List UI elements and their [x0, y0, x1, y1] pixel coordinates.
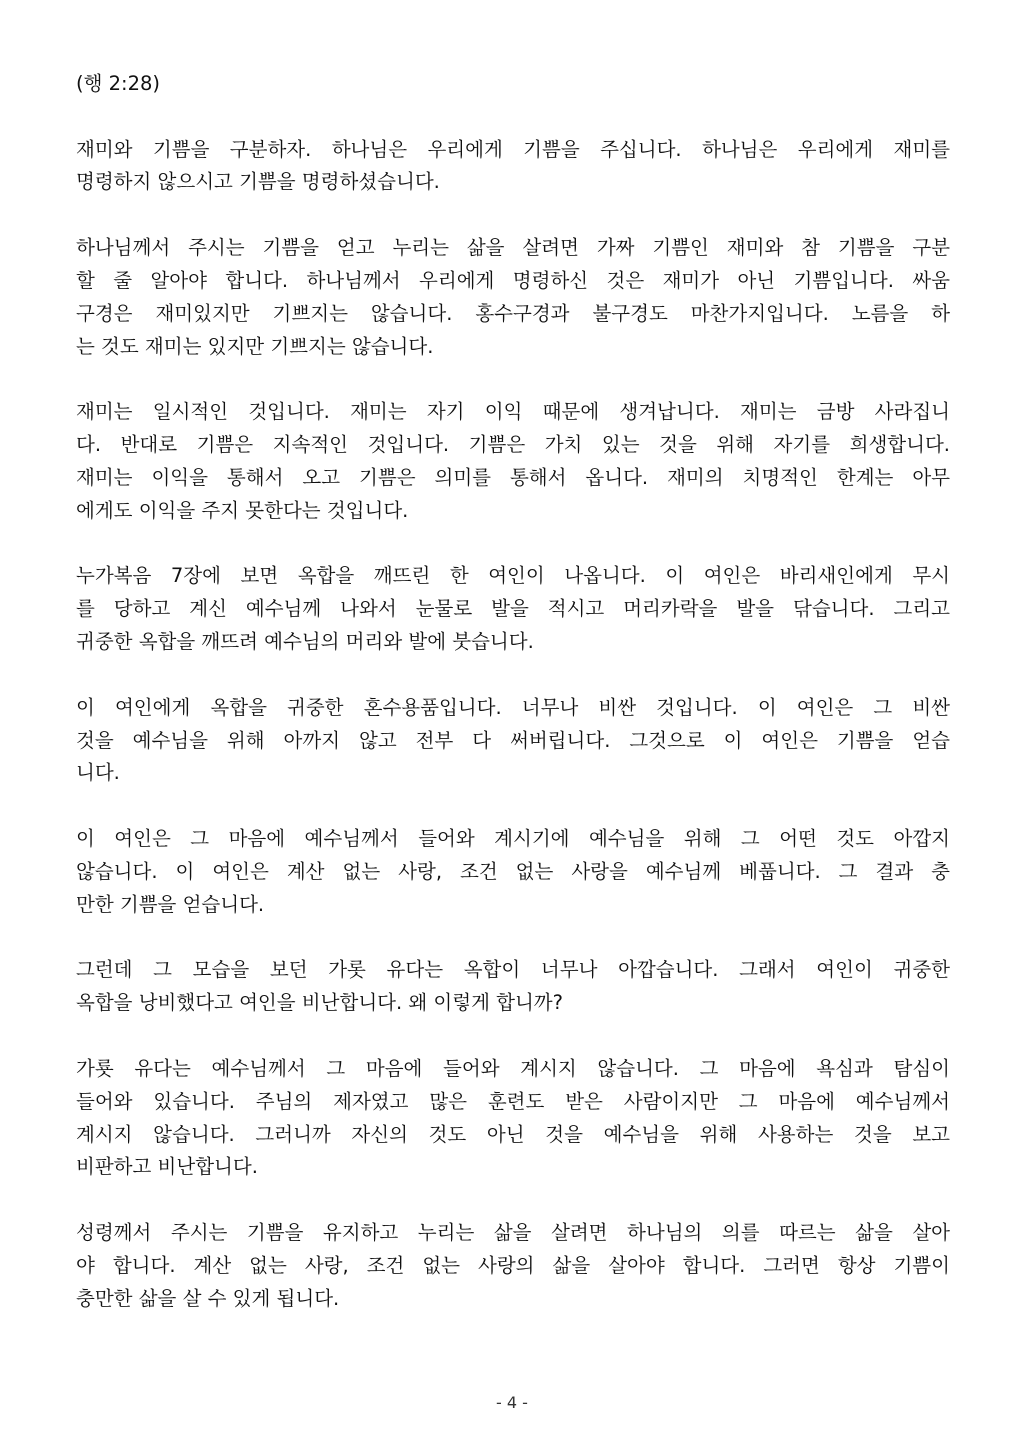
text-line: 않습니다. 이 여인은 계산 없는 사랑, 조건 없는 사랑을 예수님께 베풉니다. 그 결과 충: [76, 859, 950, 883]
text-line: 것을 예수님을 위해 아까지 않고 전부 다 써버립니다. 그것으로 이 여인은 기쁨을 얻습: [76, 728, 950, 752]
text-line: 누가복음 7장에 보면 옥합을 깨뜨린 한 여인이 나옵니다. 이 여인은 바리새인에게 무시: [76, 564, 950, 588]
text-line: 성령께서 주시는 기쁨을 유지하고 누리는 삶을 살려면 하나님의 의를 따르는 삶을 살아: [76, 1220, 950, 1244]
text-line: 이 여인은 그 마음에 예수님께서 들어와 계시기에 예수님을 위해 그 어떤 것도 아깝지: [76, 827, 950, 851]
text-line: 가룟 유다는 예수님께서 그 마음에 들어와 계시지 않습니다. 그 마음에 욕심과 탐심이: [76, 1056, 950, 1080]
text-line: 그런데 그 모습을 보던 가롯 유다는 옥합이 너무나 아깝습니다. 그래서 여인이 귀중한: [76, 958, 950, 982]
scripture-reference-heading: (행 2:28): [76, 72, 161, 95]
paragraph-7: [76, 954, 950, 1020]
text-line: 계시지 않습니다. 그러니까 자신의 것도 아닌 것을 예수님을 위해 사용하는 것을 보고: [76, 1122, 950, 1146]
text-line: 비판하고 비난합니다.: [76, 1155, 258, 1179]
paragraph-8: [76, 1053, 950, 1184]
paragraph-2: [76, 232, 950, 363]
text-line: 귀중한 옥합을 깨뜨려 예수님의 머리와 발에 붓습니다.: [76, 630, 534, 654]
page-number: - 4 -: [496, 1393, 528, 1412]
text-line: 명령하지 않으시고 기쁨을 명령하셨습니다.: [76, 170, 440, 194]
text-line: 를 당하고 계신 예수님께 나와서 눈물로 발을 적시고 머리카락을 발을 닦습니다. 그리고: [76, 597, 950, 621]
text-line: 이 여인에게 옥합을 귀중한 혼수용품입니다. 너무나 비싼 것입니다. 이 여인은 그 비싼: [76, 695, 950, 719]
text-line: 옥합을 낭비했다고 여인을 비난합니다. 왜 이렇게 합니까?: [76, 991, 563, 1015]
paragraph-1: [76, 134, 950, 200]
text-line: 는 것도 재미는 있지만 기쁘지는 않습니다.: [76, 334, 434, 358]
text-line: 에게도 이익을 주지 못한다는 것입니다.: [76, 498, 409, 522]
text-line: 구경은 재미있지만 기쁘지는 않습니다. 홍수구경과 불구경도 마찬가지입니다. 노름을 하: [76, 301, 950, 325]
text-line: 니다.: [76, 761, 120, 785]
text-line: 충만한 삶을 살 수 있게 됩니다.: [76, 1286, 340, 1310]
text-line: 만한 기쁨을 얻습니다.: [76, 892, 265, 916]
text-line: 할 줄 알아야 합니다. 하나님께서 우리에게 명령하신 것은 재미가 아닌 기쁨입니다. 싸움: [76, 268, 950, 292]
text-line: 재미는 일시적인 것입니다. 재미는 자기 이익 때문에 생겨납니다. 재미는 금방 사라집니: [76, 400, 950, 424]
text-line: 들어와 있습니다. 주님의 제자였고 많은 훈련도 받은 사람이지만 그 마음에 예수님께서: [76, 1089, 950, 1113]
text-line: 다. 반대로 기쁨은 지속적인 것입니다. 기쁨은 가치 있는 것을 위해 자기를 희생합니다.: [76, 433, 950, 457]
paragraph-9: [76, 1217, 950, 1315]
paragraph-4: [76, 560, 950, 658]
paragraph-6: [76, 823, 950, 921]
text-line: 재미와 기쁨을 구분하자. 하나님은 우리에게 기쁨을 주십니다. 하나님은 우리에게 재미를: [76, 137, 950, 161]
text-line: 재미는 이익을 통해서 오고 기쁨은 의미를 통해서 옵니다. 재미의 치명적인 한계는 아무: [76, 465, 950, 489]
paragraph-5: [76, 692, 950, 790]
paragraph-3: [76, 396, 950, 527]
text-line: 하나님께서 주시는 기쁨을 얻고 누리는 삶을 살려면 가짜 기쁨인 재미와 참 기쁨을 구분: [76, 236, 950, 260]
text-line: 야 합니다. 계산 없는 사랑, 조건 없는 사랑의 삶을 살아야 합니다. 그러면 항상 기쁨이: [76, 1253, 950, 1277]
page-body: [76, 68, 950, 1348]
